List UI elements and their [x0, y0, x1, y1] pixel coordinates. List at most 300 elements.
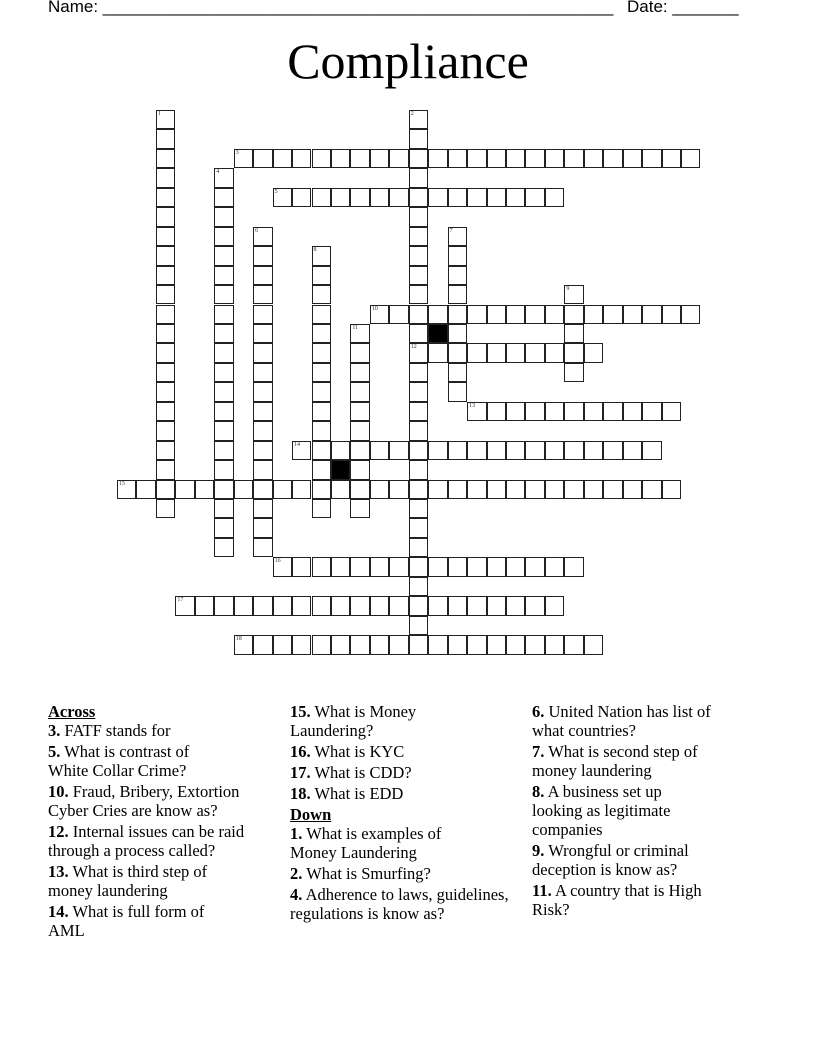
- grid-cell[interactable]: [136, 480, 155, 499]
- grid-cell[interactable]: [389, 441, 408, 460]
- grid-cell[interactable]: [409, 324, 428, 343]
- grid-cell[interactable]: [409, 227, 428, 246]
- grid-cell[interactable]: [273, 149, 292, 168]
- grid-cell[interactable]: [409, 363, 428, 382]
- grid-cell[interactable]: [214, 382, 233, 401]
- grid-cell[interactable]: [564, 305, 583, 324]
- clues-column-3: [532, 702, 747, 921]
- grid-cell[interactable]: [331, 596, 350, 615]
- grid-cell[interactable]: [253, 402, 272, 421]
- grid-cell[interactable]: [253, 460, 272, 479]
- grid-cell[interactable]: [409, 577, 428, 596]
- grid-cell[interactable]: [467, 441, 486, 460]
- grid-cell[interactable]: [292, 149, 311, 168]
- grid-cell[interactable]: [312, 557, 331, 576]
- grid-cell[interactable]: [312, 441, 331, 460]
- grid-cell[interactable]: [525, 343, 544, 362]
- grid-cell[interactable]: [156, 324, 175, 343]
- grid-cell[interactable]: [253, 635, 272, 654]
- grid-cell[interactable]: [156, 305, 175, 324]
- clue-across-16: 16. What is KYC: [290, 742, 405, 761]
- grid-cell[interactable]: [312, 596, 331, 615]
- grid-cell[interactable]: [156, 441, 175, 460]
- grid-cell[interactable]: [642, 305, 661, 324]
- clues-column-1: [48, 702, 278, 942]
- clue-down-8: 8. A business set up looking as legitimate companies: [532, 782, 671, 839]
- grid-cell[interactable]: [331, 441, 350, 460]
- grid-cell[interactable]: [409, 421, 428, 440]
- grid-cell[interactable]: [292, 480, 311, 499]
- grid-cell[interactable]: [506, 305, 525, 324]
- grid-cell[interactable]: [350, 382, 369, 401]
- grid-cell[interactable]: [156, 246, 175, 265]
- grid-cell[interactable]: [312, 480, 331, 499]
- grid-cell[interactable]: [253, 324, 272, 343]
- grid-cell[interactable]: [312, 421, 331, 440]
- grid-cell[interactable]: [448, 266, 467, 285]
- grid-cell[interactable]: [603, 480, 622, 499]
- grid-cell[interactable]: [273, 635, 292, 654]
- grid-cell[interactable]: [350, 499, 369, 518]
- grid-cell[interactable]: [156, 129, 175, 148]
- grid-cell[interactable]: [253, 246, 272, 265]
- grid-cell[interactable]: [273, 596, 292, 615]
- grid-cell[interactable]: [409, 110, 428, 129]
- grid-cell[interactable]: [564, 149, 583, 168]
- grid-cell[interactable]: [428, 305, 447, 324]
- grid-cell[interactable]: [214, 402, 233, 421]
- grid-cell[interactable]: [623, 305, 642, 324]
- grid-cell[interactable]: [487, 305, 506, 324]
- grid-cell[interactable]: [448, 324, 467, 343]
- grid-cell[interactable]: [662, 480, 681, 499]
- grid-cell[interactable]: [409, 207, 428, 226]
- grid-cell[interactable]: [195, 480, 214, 499]
- grid-cell[interactable]: [214, 266, 233, 285]
- grid-cell[interactable]: [234, 149, 253, 168]
- clue-across-13: 13. What is third step of money laundering: [48, 862, 208, 900]
- grid-cell[interactable]: [467, 188, 486, 207]
- grid-cell[interactable]: [409, 616, 428, 635]
- grid-cell[interactable]: [350, 188, 369, 207]
- grid-cell[interactable]: [273, 188, 292, 207]
- grid-cell[interactable]: [253, 227, 272, 246]
- grid-cell[interactable]: [156, 421, 175, 440]
- grid-cell[interactable]: [253, 382, 272, 401]
- grid-cell[interactable]: [681, 149, 700, 168]
- grid-cell[interactable]: [623, 480, 642, 499]
- grid-cell[interactable]: [487, 480, 506, 499]
- grid-cell[interactable]: [506, 635, 525, 654]
- grid-cell[interactable]: [467, 635, 486, 654]
- grid-cell[interactable]: [448, 557, 467, 576]
- grid-cell[interactable]: [642, 480, 661, 499]
- grid-cell[interactable]: [214, 207, 233, 226]
- grid-cell[interactable]: [506, 188, 525, 207]
- clue-number: 2: [410, 111, 414, 117]
- grid-cell[interactable]: [214, 596, 233, 615]
- grid-cell[interactable]: [214, 285, 233, 304]
- grid-cell[interactable]: [525, 441, 544, 460]
- grid-cell[interactable]: [292, 441, 311, 460]
- grid-cell[interactable]: [642, 149, 661, 168]
- grid-cell[interactable]: [156, 227, 175, 246]
- grid-cell[interactable]: [409, 343, 428, 362]
- grid-cell[interactable]: [564, 343, 583, 362]
- grid-cell[interactable]: [214, 441, 233, 460]
- clue-number: 10: [371, 305, 378, 312]
- grid-cell[interactable]: [156, 480, 175, 499]
- grid-cell[interactable]: [156, 382, 175, 401]
- grid-cell[interactable]: [350, 363, 369, 382]
- grid-cell[interactable]: [214, 168, 233, 187]
- grid-cell[interactable]: [467, 480, 486, 499]
- grid-cell[interactable]: [214, 421, 233, 440]
- grid-cell[interactable]: [214, 246, 233, 265]
- grid-cell[interactable]: [428, 149, 447, 168]
- clue-number: 15: [119, 480, 125, 487]
- grid-cell[interactable]: [662, 305, 681, 324]
- grid-cell[interactable]: [253, 149, 272, 168]
- grid-cell[interactable]: [370, 441, 389, 460]
- grid-cell[interactable]: [156, 207, 175, 226]
- grid-cell[interactable]: [584, 343, 603, 362]
- grid-cell[interactable]: [156, 188, 175, 207]
- grid-cell[interactable]: [156, 266, 175, 285]
- grid-cell[interactable]: [409, 188, 428, 207]
- grid-cell[interactable]: [525, 188, 544, 207]
- grid-cell[interactable]: [409, 285, 428, 304]
- grid-cell[interactable]: [253, 499, 272, 518]
- grid-cell[interactable]: [623, 441, 642, 460]
- grid-cell[interactable]: [175, 480, 194, 499]
- grid-cell[interactable]: [448, 480, 467, 499]
- grid-cell[interactable]: [448, 285, 467, 304]
- grid-cell[interactable]: [603, 441, 622, 460]
- grid-cell[interactable]: [409, 149, 428, 168]
- grid-cell[interactable]: [156, 460, 175, 479]
- grid-cell[interactable]: [331, 635, 350, 654]
- grid-cell[interactable]: [156, 149, 175, 168]
- grid-cell[interactable]: [253, 518, 272, 537]
- grid-cell[interactable]: [409, 518, 428, 537]
- grid-cell[interactable]: [312, 246, 331, 265]
- grid-cell[interactable]: [603, 402, 622, 421]
- grid-cell[interactable]: [409, 266, 428, 285]
- grid-cell[interactable]: [487, 596, 506, 615]
- grid-cell[interactable]: [467, 596, 486, 615]
- grid-cell[interactable]: [214, 188, 233, 207]
- grid-cell[interactable]: [428, 596, 447, 615]
- grid-cell[interactable]: [409, 538, 428, 557]
- grid-cell[interactable]: [409, 382, 428, 401]
- grid-cell[interactable]: [409, 480, 428, 499]
- grid-cell[interactable]: [214, 480, 233, 499]
- grid-cell[interactable]: [292, 188, 311, 207]
- grid-cell[interactable]: [409, 168, 428, 187]
- grid-cell[interactable]: [253, 421, 272, 440]
- grid-cell[interactable]: [350, 635, 369, 654]
- grid-cell[interactable]: [525, 149, 544, 168]
- grid-cell[interactable]: [428, 635, 447, 654]
- grid-cell[interactable]: [195, 596, 214, 615]
- grid-cell[interactable]: [214, 518, 233, 537]
- grid-cell[interactable]: [312, 499, 331, 518]
- grid-cell[interactable]: [370, 305, 389, 324]
- grid-cell[interactable]: [506, 441, 525, 460]
- grid-cell[interactable]: [487, 635, 506, 654]
- grid-cell[interactable]: [487, 343, 506, 362]
- grid-cell[interactable]: [487, 557, 506, 576]
- clues-column-2: [290, 702, 525, 925]
- grid-cell[interactable]: [409, 596, 428, 615]
- grid-cell[interactable]: [214, 343, 233, 362]
- grid-cell[interactable]: [350, 324, 369, 343]
- grid-cell[interactable]: [545, 305, 564, 324]
- grid-cell[interactable]: [156, 363, 175, 382]
- grid-cell[interactable]: [292, 557, 311, 576]
- grid-cell[interactable]: [350, 480, 369, 499]
- grid-cell[interactable]: [331, 480, 350, 499]
- grid-cell[interactable]: [467, 305, 486, 324]
- grid-cell[interactable]: [487, 402, 506, 421]
- grid-cell[interactable]: [409, 305, 428, 324]
- grid-cell[interactable]: [312, 305, 331, 324]
- grid-cell[interactable]: [234, 596, 253, 615]
- grid-cell[interactable]: [409, 460, 428, 479]
- grid-cell[interactable]: [545, 149, 564, 168]
- grid-cell[interactable]: [370, 596, 389, 615]
- grid-cell[interactable]: [409, 129, 428, 148]
- grid-cell[interactable]: [564, 402, 583, 421]
- grid-cell[interactable]: [292, 635, 311, 654]
- grid-cell[interactable]: [642, 441, 661, 460]
- grid-cell[interactable]: [448, 188, 467, 207]
- grid-cell[interactable]: [350, 402, 369, 421]
- grid-cell[interactable]: [253, 305, 272, 324]
- grid-cell[interactable]: [370, 149, 389, 168]
- grid-cell[interactable]: [156, 110, 175, 129]
- grid-cell[interactable]: [642, 402, 661, 421]
- grid-cell[interactable]: [156, 285, 175, 304]
- grid-cell[interactable]: [409, 402, 428, 421]
- grid-cell[interactable]: [273, 557, 292, 576]
- grid-cell[interactable]: [681, 305, 700, 324]
- grid-cell[interactable]: [584, 402, 603, 421]
- grid-cell[interactable]: [623, 149, 642, 168]
- grid-cell[interactable]: [214, 538, 233, 557]
- grid-cell[interactable]: [506, 557, 525, 576]
- grid-cell[interactable]: [214, 460, 233, 479]
- grid-cell[interactable]: [545, 557, 564, 576]
- grid-cell[interactable]: [525, 596, 544, 615]
- grid-cell[interactable]: [448, 363, 467, 382]
- grid-cell[interactable]: [312, 343, 331, 362]
- grid-cell[interactable]: [467, 402, 486, 421]
- grid-cell[interactable]: [487, 149, 506, 168]
- clue-number: 11: [352, 324, 359, 331]
- grid-cell[interactable]: [253, 538, 272, 557]
- grid-cell[interactable]: [448, 305, 467, 324]
- grid-cell[interactable]: [292, 596, 311, 615]
- grid-cell[interactable]: [389, 635, 408, 654]
- grid-cell[interactable]: [389, 149, 408, 168]
- grid-cell[interactable]: [506, 149, 525, 168]
- grid-cell[interactable]: [409, 246, 428, 265]
- grid-cell[interactable]: [350, 557, 369, 576]
- grid-cell[interactable]: [662, 402, 681, 421]
- grid-cell[interactable]: [253, 266, 272, 285]
- grid-cell[interactable]: [428, 188, 447, 207]
- clue-across-18: 18. What is EDD: [290, 784, 404, 803]
- grid-cell[interactable]: [525, 480, 544, 499]
- grid-cell[interactable]: [389, 305, 408, 324]
- grid-cell[interactable]: [545, 480, 564, 499]
- grid-cell[interactable]: [312, 460, 331, 479]
- grid-cell[interactable]: [545, 635, 564, 654]
- grid-cell[interactable]: [448, 635, 467, 654]
- grid-cell[interactable]: [175, 596, 194, 615]
- grid-cell[interactable]: [448, 382, 467, 401]
- grid-cell[interactable]: [603, 149, 622, 168]
- grid-cell[interactable]: [564, 480, 583, 499]
- grid-cell[interactable]: [156, 402, 175, 421]
- grid-cell[interactable]: [525, 402, 544, 421]
- grid-cell[interactable]: [312, 266, 331, 285]
- grid-cell[interactable]: [370, 188, 389, 207]
- grid-cell[interactable]: [564, 285, 583, 304]
- grid-cell[interactable]: [428, 557, 447, 576]
- grid-cell[interactable]: [312, 382, 331, 401]
- grid-cell[interactable]: [584, 441, 603, 460]
- grid-cell[interactable]: [564, 363, 583, 382]
- grid-cell[interactable]: [273, 480, 292, 499]
- grid-cell[interactable]: [389, 480, 408, 499]
- grid-cell[interactable]: [428, 480, 447, 499]
- grid-cell[interactable]: [448, 149, 467, 168]
- grid-cell[interactable]: [467, 557, 486, 576]
- grid-cell[interactable]: [156, 168, 175, 187]
- grid-cell[interactable]: [584, 480, 603, 499]
- grid-cell[interactable]: [350, 421, 369, 440]
- grid-cell[interactable]: [117, 480, 136, 499]
- grid-cell[interactable]: [564, 557, 583, 576]
- grid-cell[interactable]: [545, 402, 564, 421]
- grid-cell[interactable]: [448, 343, 467, 362]
- grid-cell[interactable]: [312, 635, 331, 654]
- grid-cell[interactable]: [312, 324, 331, 343]
- grid-cell[interactable]: [350, 460, 369, 479]
- grid-cell[interactable]: [370, 557, 389, 576]
- grid-cell[interactable]: [350, 441, 369, 460]
- grid-cell[interactable]: [545, 343, 564, 362]
- grid-cell[interactable]: [389, 188, 408, 207]
- grid-cell[interactable]: [487, 188, 506, 207]
- grid-cell[interactable]: [487, 441, 506, 460]
- grid-cell[interactable]: [525, 635, 544, 654]
- grid-cell[interactable]: [506, 596, 525, 615]
- grid-cell[interactable]: [253, 363, 272, 382]
- grid-cell[interactable]: [545, 188, 564, 207]
- grid-cell[interactable]: [564, 441, 583, 460]
- grid-cell[interactable]: [331, 557, 350, 576]
- grid-cell[interactable]: [506, 480, 525, 499]
- grid-cell[interactable]: [253, 285, 272, 304]
- grid-cell[interactable]: [156, 343, 175, 362]
- grid-cell[interactable]: [253, 343, 272, 362]
- grid-cell[interactable]: [312, 363, 331, 382]
- clue-number: 9: [566, 286, 570, 293]
- grid-cell[interactable]: [662, 149, 681, 168]
- grid-cell[interactable]: [623, 402, 642, 421]
- grid-cell[interactable]: [409, 635, 428, 654]
- grid-cell[interactable]: [253, 480, 272, 499]
- grid-cell[interactable]: [506, 343, 525, 362]
- grid-cell[interactable]: [370, 480, 389, 499]
- across-heading: Across: [48, 702, 96, 721]
- grid-cell[interactable]: [234, 480, 253, 499]
- grid-cell[interactable]: [370, 635, 389, 654]
- grid-cell[interactable]: [467, 343, 486, 362]
- grid-cell[interactable]: [331, 149, 350, 168]
- grid-cell[interactable]: [584, 635, 603, 654]
- grid-cell[interactable]: [448, 441, 467, 460]
- grid-cell[interactable]: [214, 499, 233, 518]
- clue-across-14: 14. What is full form of AML: [48, 902, 205, 940]
- grid-cell[interactable]: [584, 305, 603, 324]
- grid-cell[interactable]: [214, 305, 233, 324]
- grid-cell[interactable]: [506, 402, 525, 421]
- grid-cell[interactable]: [603, 305, 622, 324]
- grid-cell[interactable]: [214, 363, 233, 382]
- grid-cell[interactable]: [448, 246, 467, 265]
- grid-cell[interactable]: [409, 557, 428, 576]
- grid-cell[interactable]: [253, 441, 272, 460]
- grid-cell[interactable]: [584, 149, 603, 168]
- grid-cell[interactable]: [545, 596, 564, 615]
- grid-cell[interactable]: [312, 402, 331, 421]
- grid-cell[interactable]: [214, 324, 233, 343]
- grid-cell[interactable]: [331, 188, 350, 207]
- grid-cell[interactable]: [156, 499, 175, 518]
- grid-cell[interactable]: [350, 149, 369, 168]
- grid-cell[interactable]: [525, 557, 544, 576]
- grid-cell[interactable]: [389, 596, 408, 615]
- grid-cell[interactable]: [564, 635, 583, 654]
- grid-cell[interactable]: [448, 227, 467, 246]
- grid-cell[interactable]: [389, 557, 408, 576]
- grid-cell[interactable]: [234, 635, 253, 654]
- grid-cell[interactable]: [428, 343, 447, 362]
- grid-cell[interactable]: [312, 149, 331, 168]
- grid-cell[interactable]: [564, 324, 583, 343]
- down-heading: Down: [290, 805, 332, 824]
- grid-cell[interactable]: [525, 305, 544, 324]
- grid-cell[interactable]: [428, 441, 447, 460]
- grid-cell[interactable]: [545, 441, 564, 460]
- grid-cell[interactable]: [312, 188, 331, 207]
- grid-cell[interactable]: [409, 499, 428, 518]
- grid-cell[interactable]: [350, 596, 369, 615]
- grid-cell[interactable]: [253, 596, 272, 615]
- grid-cell[interactable]: [214, 227, 233, 246]
- grid-cell[interactable]: [448, 596, 467, 615]
- grid-cell[interactable]: [467, 149, 486, 168]
- clue-number: 6: [255, 227, 259, 234]
- grid-cell[interactable]: [409, 441, 428, 460]
- grid-cell[interactable]: [312, 285, 331, 304]
- grid-cell[interactable]: [350, 343, 369, 362]
